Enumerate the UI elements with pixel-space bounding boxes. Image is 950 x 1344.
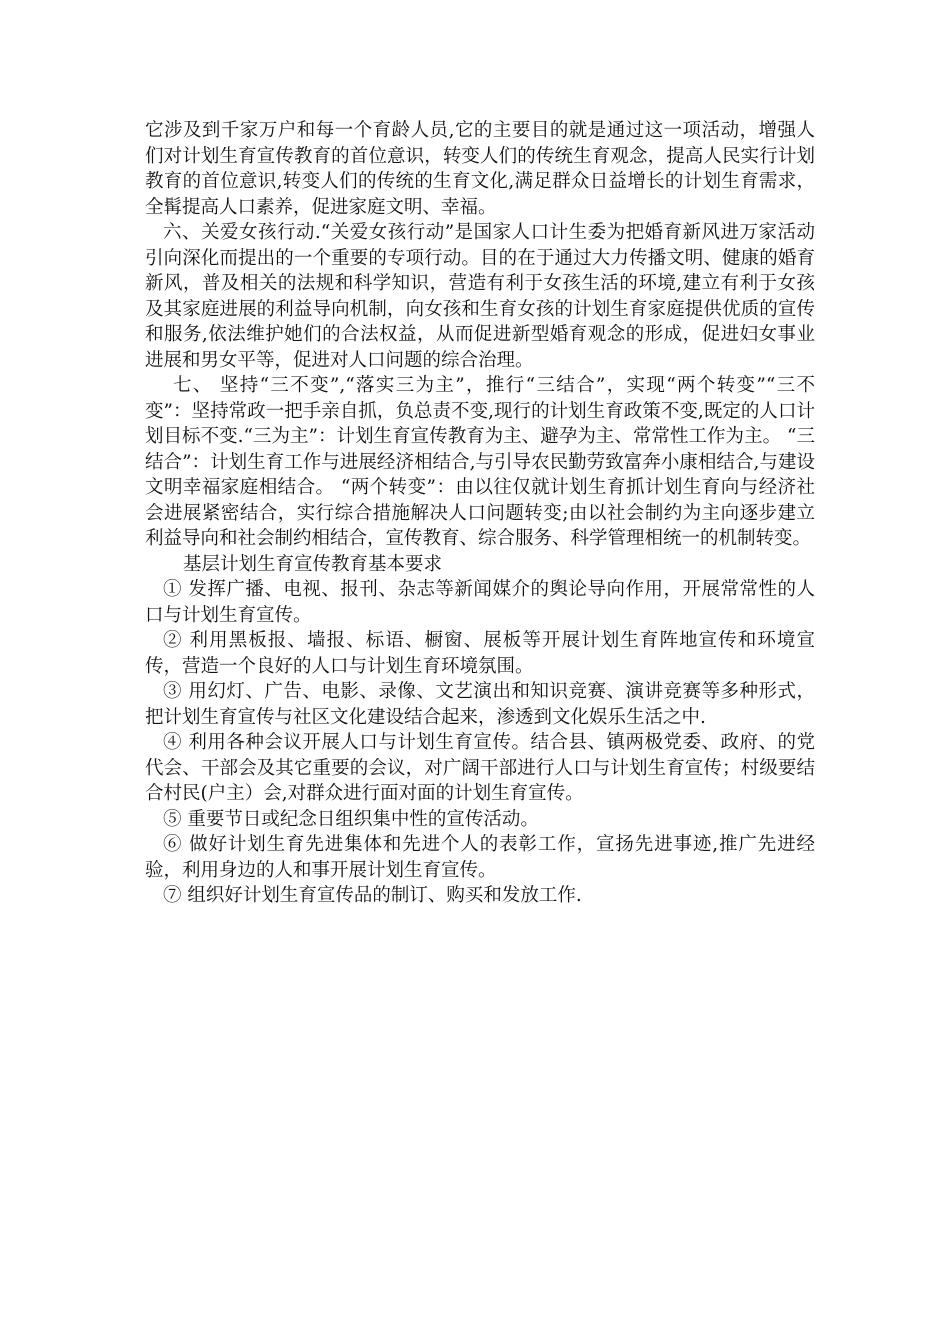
paragraph-section-six: 六、关爱女孩行动.“关爱女孩行动”是国家人口计生委为把婚育新风进万家活动引向深化而提出的一个重要的专项行动。目的在于通过大力传播文明、健康的婚育新风，普及相关的法规和科学知识，营造有利于女孩生活的环境,建立有利于女孩及其家庭进展的利益导向机制，向女孩和生育女孩的计划生育家庭提供优质的宣传和服务,依法维护她们的合法权益，从而促进新型婚育观念的形成，促进妇女事业进展和男女平等，促进对人口问题的综合治理。 <box>145 222 815 371</box>
requirement-item-7: ⑦ 组织好计划生育宣传品的制订、购买和发放工作. <box>163 885 582 906</box>
requirement-item-3: ③ 用幻灯、广告、电影、录像、文艺演出和知识竞赛、演讲竞赛等多种形式，把计划生育宣传与社区文化建设结合起来，渗透到文化娱乐生活之中. <box>145 681 815 728</box>
requirement-item-2: ② 利用黑板报、墙报、标语、橱窗、展板等开展计划生育阵地宣传和环境宣传，营造一个良好的人口与计划生育环境氛围。 <box>145 630 815 677</box>
paragraph-section-seven: 七、 坚持“三不变”,“落实三为主”，推行“三结合”，实现“两个转变”“三不变”：坚持常政一把手亲自抓，负总责不变,现行的计划生育政策不变,既定的人口计划目标不变.“三为主”：计划生育宣传教育为主、避孕为主、常常性工作为主。 “三结合”：计划生育工作与进展经济相结合,与引导农民勤劳致富奔小康相结合,与建设文明幸福家庭相结合。 “两个转变”：由以往仅就计划生育抓计划生育向与经济社会进展紧密结合，实行综合措施解决人口问题转变;由以社会制约为主向逐步建立利益导向和社会制约相结合，宣传教育、综合服务、科学管理相统一的机制转变。 <box>145 375 815 549</box>
document-body <box>145 118 815 909</box>
paragraph-intro-continued: 它涉及到千家万户和每一个育龄人员,它的主要目的就是通过这一项活动，增强人们对计划生育宣传教育的首位意识，转变人们的传统生育观念，提高人民实行计划教育的首位意识,转变人们的传统的生育文化,满足群众日益增长的计划生育需求，全髯提高人口素养，促进家庭文明、幸福。 <box>145 120 815 218</box>
requirement-item-1: ① 发挥广播、电视、报刊、杂志等新闻媒介的舆论导向作用，开展常常性的人口与计划生育宣传。 <box>145 579 815 626</box>
requirement-item-5: ⑤ 重要节日或纪念日组织集中性的宣传活动。 <box>163 808 539 830</box>
requirement-item-6: ⑥ 做好计划生育先进集体和先进个人的表彰工作，宣扬先进事迹,推广先进经验，利用身边的人和事开展计划生育宣传。 <box>145 834 815 881</box>
requirement-item-4: ④ 利用各种会议开展人口与计划生育宣传。结合县、镇两极党委、政府、的党代会、干部会及其它重要的会议，对广阔干部进行人口与计划生育宣传；村级要结合村民(户主）会,对群众进行面对面的计划生育宣传。 <box>145 732 815 804</box>
section-heading-basic-requirements: 基层计划生育宣传教育基本要求 <box>183 553 443 575</box>
